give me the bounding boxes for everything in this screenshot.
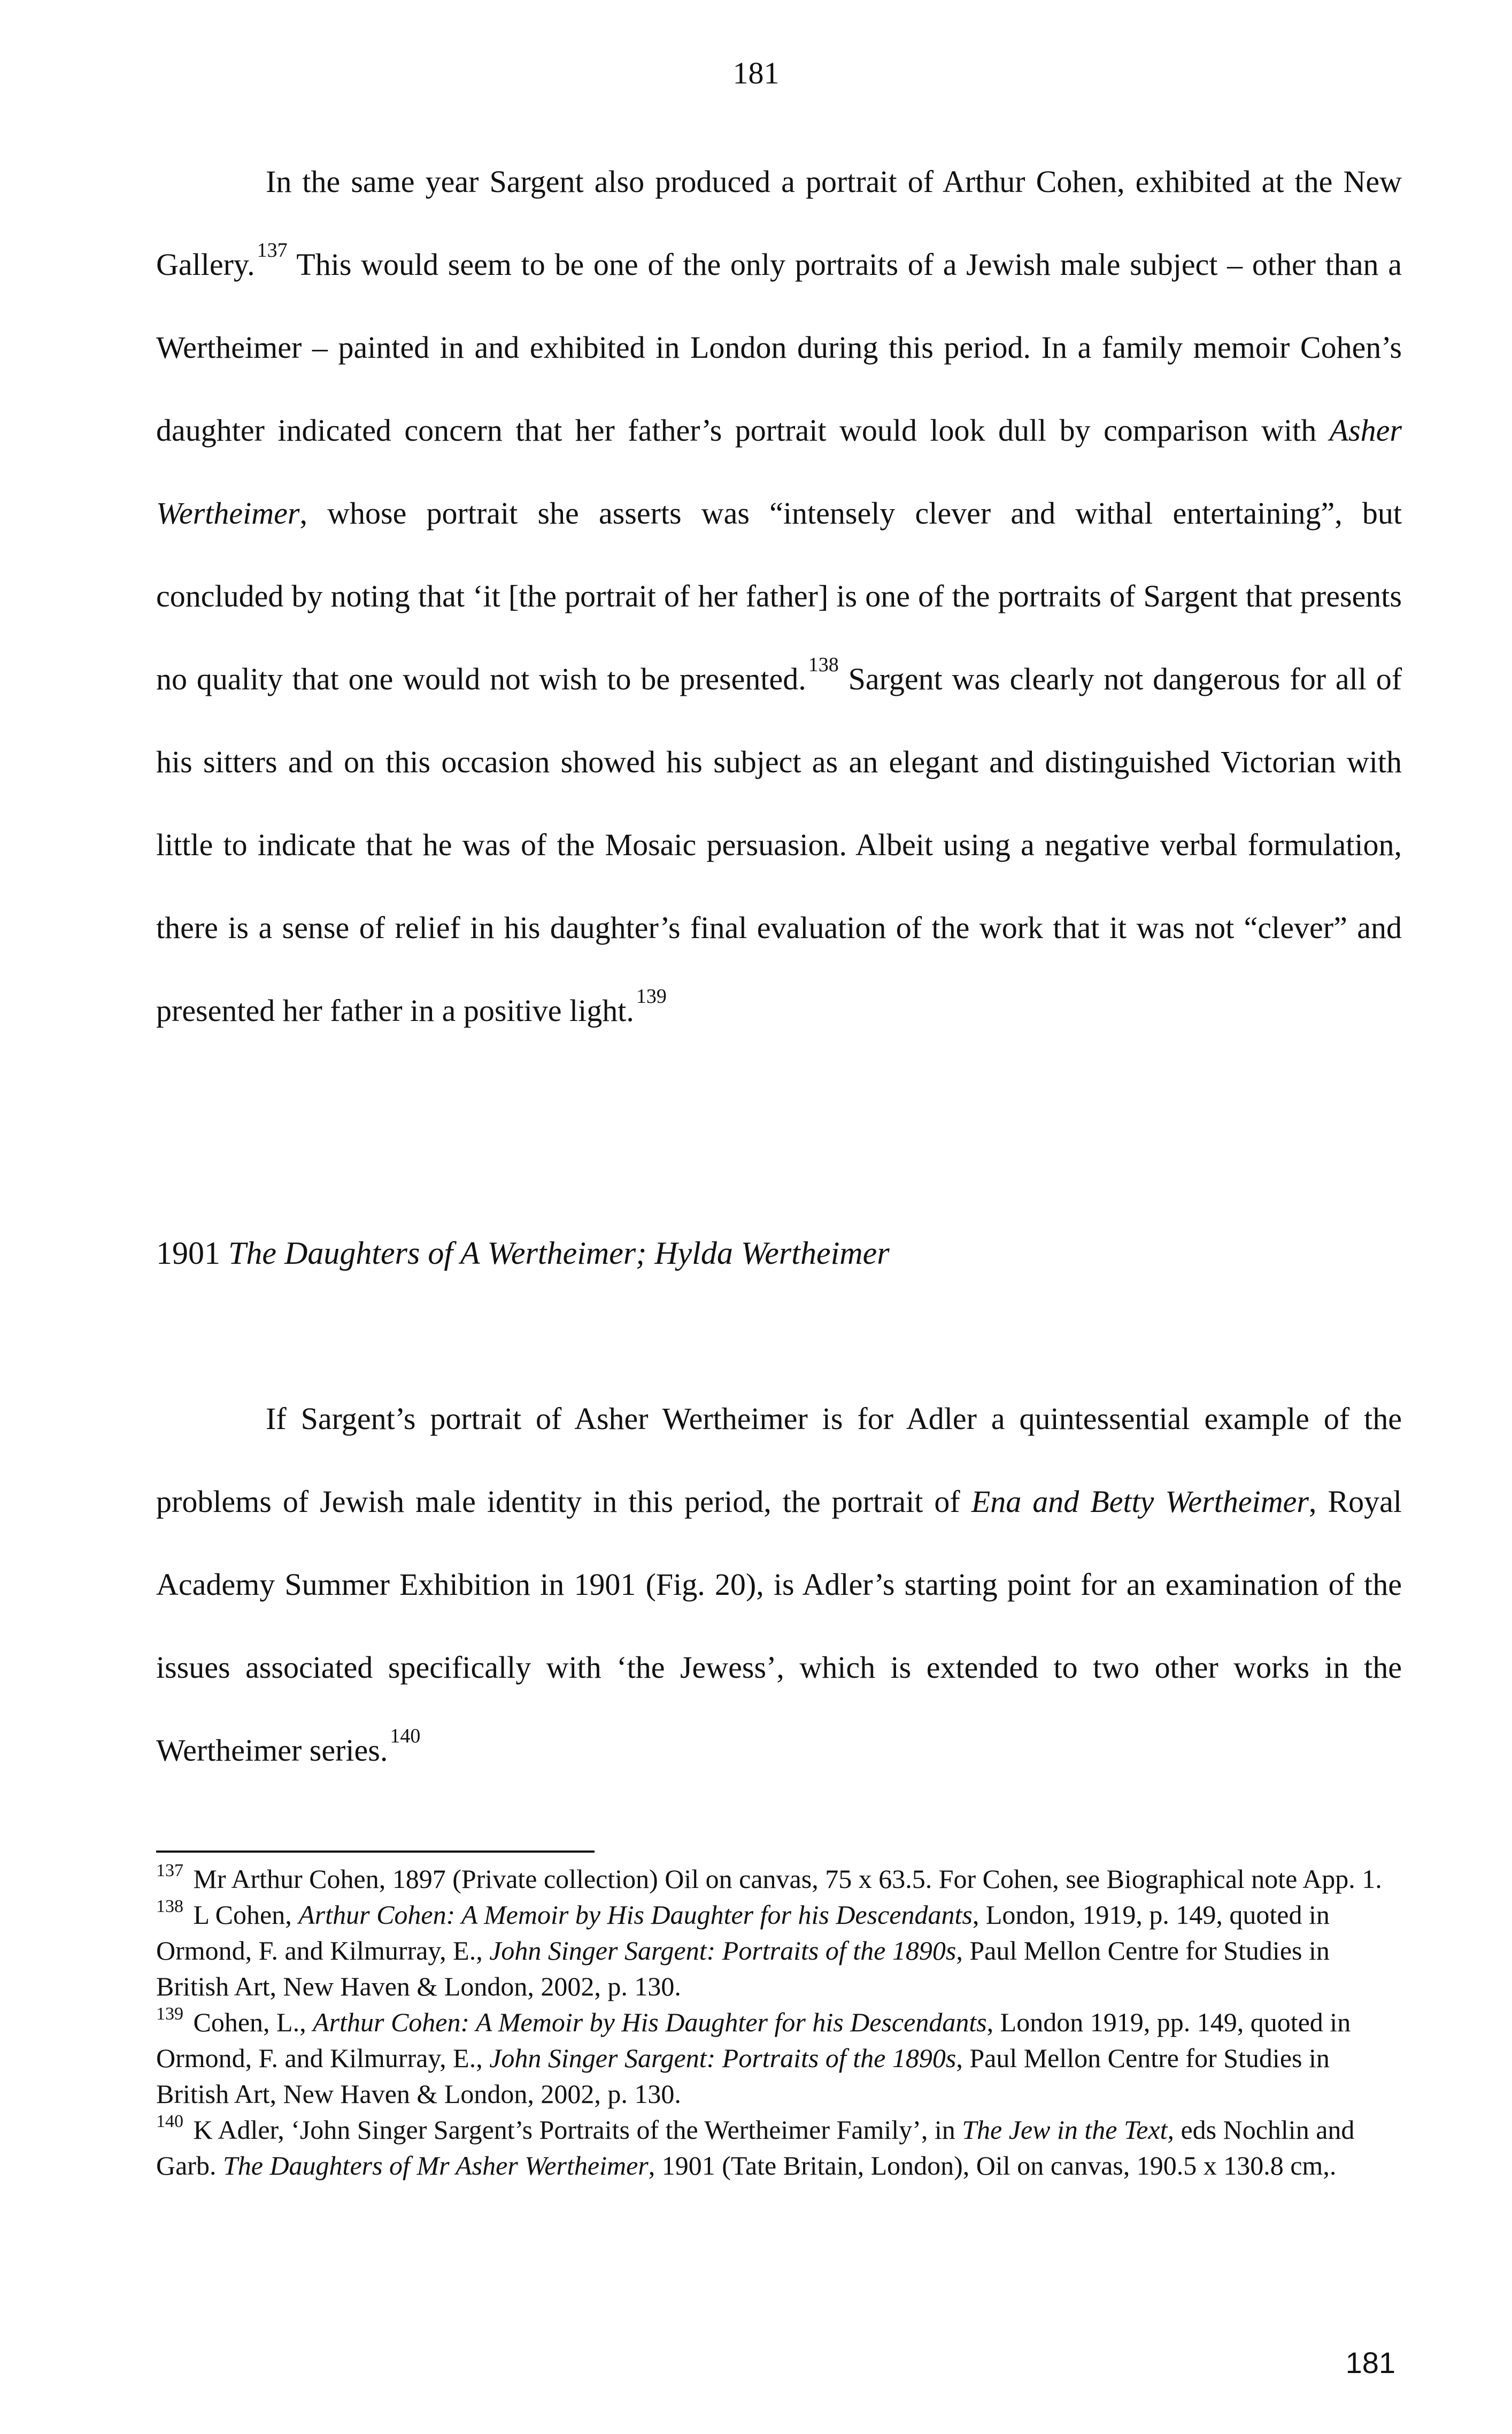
footnote-text: K Adler, ‘John Singer Sargent’s Portraits of the Wertheimer Family’, in	[187, 2115, 962, 2145]
footnote-italic-title: John Singer Sargent: Portraits of the 1890s	[489, 1936, 956, 1965]
paragraph-1-text-1: In the same year Sargent also produced a portrait of Arthur Cohen, exhibited at the New Gallery.	[156, 164, 1402, 282]
footnote-text: L Cohen,	[187, 1900, 299, 1930]
footnote-italic-title: The Daughters of Mr Asher Wertheimer	[222, 2151, 649, 2180]
body-paragraph-1	[156, 140, 1402, 1052]
footnote-italic-title: Arthur Cohen: A Memoir by His Daughter for his Descendants	[313, 2007, 987, 2037]
paragraph-1-italic-title: Asher Wertheimer	[156, 413, 1402, 531]
footnote-italic-title: The Jew in the Text,	[962, 2115, 1174, 2145]
footnote-italic-title: John Singer Sargent: Portraits of the 1890s	[489, 2043, 956, 2073]
footnote-text: , London, 1919, p. 149, quoted in Ormond, F. and Kilmurray, E.,	[156, 1900, 1330, 1965]
footnote-text: Cohen, L.,	[187, 2007, 313, 2037]
footnote-text: eds Nochlin and Garb.	[156, 2115, 1355, 2180]
paragraph-2-text-2: , Royal Academy Summer Exhibition in 1901 (Fig. 20), is Adler’s starting point for an examination of the issues associated specifically with ‘the Jewess’, which is extended to two other works in the Wertheimer series.	[156, 1484, 1402, 1768]
footnotes	[156, 1861, 1402, 2184]
paragraph-2-italic-title: Ena and Betty Wertheimer	[971, 1484, 1309, 1519]
section-heading	[156, 1232, 890, 1274]
footnote-text: Mr Arthur Cohen, 1897 (Private collection) Oil on canvas, 75 x 63.5. For Cohen, see Biographical note App. 1.	[187, 1864, 1382, 1894]
section-year: 1901	[156, 1235, 220, 1271]
footnote-text: , London 1919, pp. 149, quoted in Ormond, F. and Kilmurray, E.,	[156, 2007, 1351, 2073]
footnote-number: 137	[156, 1860, 183, 1880]
paragraph-1-text-3: , whose portrait she asserts was “intensely clever and withal entertaining”, but concluded by noting that ‘it [the portrait of her father] is one of the portraits of Sargent that presents no quality that one would not wish to be presented.	[156, 496, 1402, 696]
paragraph-1-text-2: This would seem to be one of the only portraits of a Jewish male subject – other than a Wertheimer – painted in and exhibited in London during this period. In a family memoir Cohen’s daughter indicated concern that her father’s portrait would look dull by comparison with	[156, 247, 1402, 448]
footnote-divider	[156, 1851, 595, 1853]
footnote-139	[156, 2005, 1402, 2112]
footnote-ref-140[interactable]: 140	[390, 1724, 421, 1747]
paragraph-2-text-1: If Sargent’s portrait of Asher Wertheimer is for Adler a quintessential example of the problems of Jewish male identity in this period, the portrait of	[156, 1401, 1402, 1519]
footnote-number: 140	[156, 2111, 183, 2131]
section-title: The Daughters of A Wertheimer; Hylda Wertheimer	[228, 1235, 890, 1271]
paragraph-1-text-4: Sargent was clearly not dangerous for all of his sitters and on this occasion showed his subject as an elegant and distinguished Victorian with little to indicate that he was of the Mosaic persuasion. Albeit using a negative verbal formulation, there is a sense of relief in his daughter’s final evaluation of the work that it was not “clever” and presented her father in a positive light.	[156, 662, 1402, 1028]
footnote-text: , Paul Mellon Centre for Studies in British Art, New Haven & London, 2002, p. 130.	[156, 1936, 1330, 2001]
footnote-138	[156, 1897, 1402, 2005]
body-paragraph-2	[156, 1377, 1402, 1792]
footnote-number: 139	[156, 2003, 183, 2024]
footnote-ref-138[interactable]: 138	[808, 653, 839, 676]
page-number-bottom: 181	[1345, 2346, 1395, 2379]
page-number-top: 181	[732, 56, 780, 90]
footnote-140	[156, 2112, 1402, 2184]
footnote-ref-137[interactable]: 137	[257, 239, 288, 262]
footnote-italic-title: Arthur Cohen: A Memoir by His Daughter for his Descendants	[298, 1900, 973, 1930]
footnote-number: 138	[156, 1896, 183, 1916]
footnote-ref-139[interactable]: 139	[636, 985, 667, 1008]
footnote-137	[156, 1861, 1402, 1897]
footnote-text: , Paul Mellon Centre for Studies in British Art, New Haven & London, 2002, p. 130.	[156, 2043, 1330, 2109]
footnote-text: , 1901 (Tate Britain, London), Oil on canvas, 190.5 x 130.8 cm,.	[648, 2151, 1337, 2180]
